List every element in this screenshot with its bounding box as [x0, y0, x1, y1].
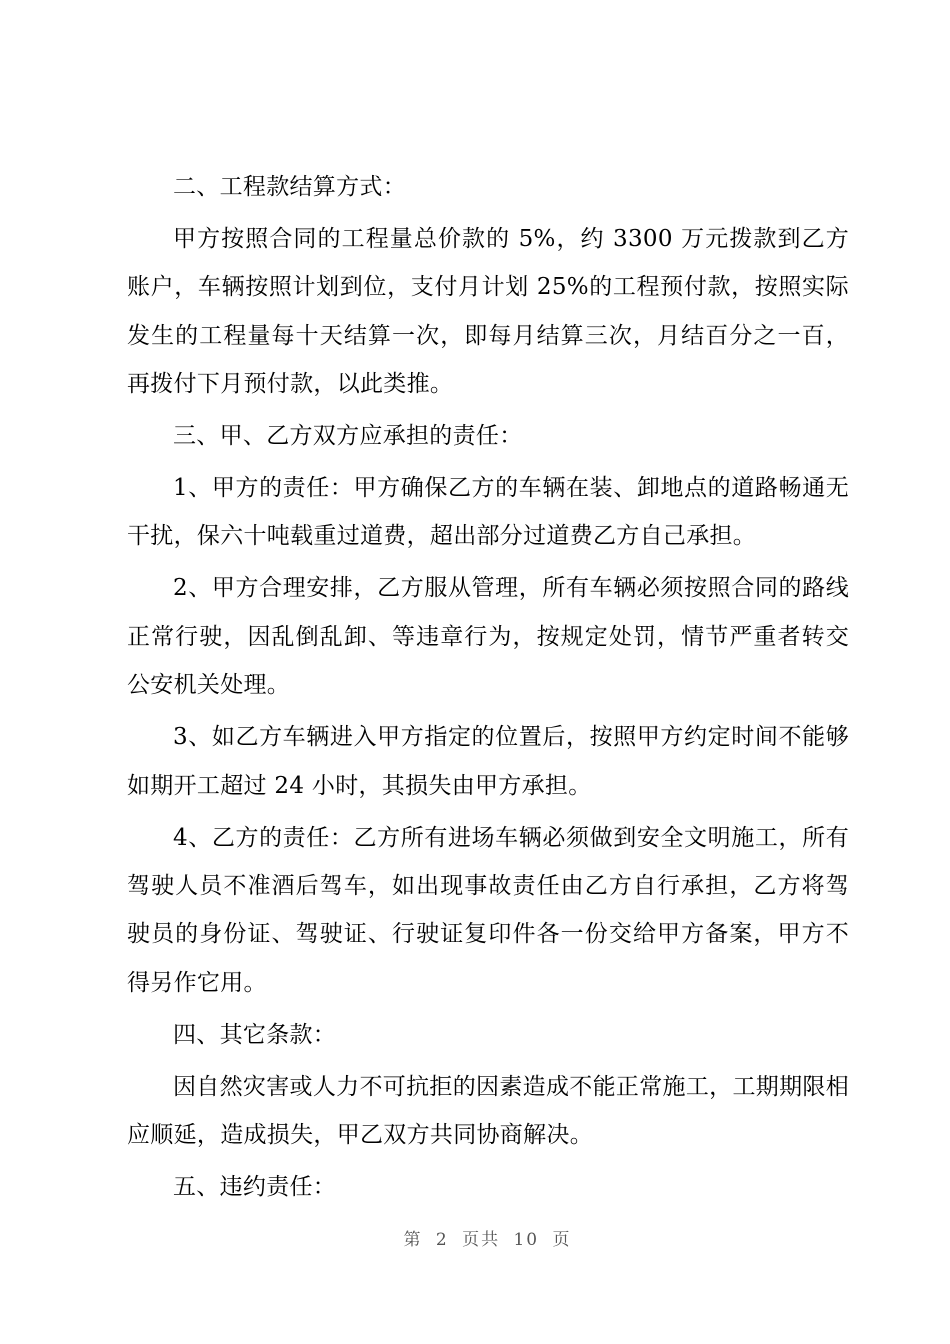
section-heading-responsibilities: 三、甲、乙方双方应承担的责任：	[173, 423, 523, 450]
page-number-footer: 第 2 页共 10 页	[403, 1230, 572, 1250]
paragraph-party-b-responsibility: 4、乙方的责任：乙方所有进场车辆必须做到安全文明施工，所有驾驶人员不准酒后驾车，如出现事故责任由乙方自行承担，乙方将驾驶员的身份证、驾驶证、行驶证复印件各一份交给甲方备案，甲方不得另作它用。	[127, 824, 849, 996]
section-heading-breach: 五、违约责任：	[173, 1174, 337, 1201]
paragraph-clause-3: 3、如乙方车辆进入甲方指定的位置后，按照甲方约定时间不能够如期开工超过 24 小时，其损失由甲方承担。	[127, 724, 849, 799]
section-heading-settlement: 二、工程款结算方式：	[173, 174, 406, 200]
paragraph-force-majeure: 因自然灾害或人力不可抗拒的因素造成不能正常施工，工期期限相应顺延，造成损失，甲乙双方共同协商解决。	[127, 1073, 849, 1149]
paragraph-settlement-details: 甲方按照合同的工程量总价款的 5%，约 3300 万元拨款到乙方账户，车辆按照计划到位，支付月计划 25%的工程预付款，按照实际发生的工程量每十天结算一次，即每月结算三次，月结百分之一百，再拨付下月预付款，以此类推。	[127, 225, 849, 398]
paragraph-clause-2: 2、甲方合理安排，乙方服从管理，所有车辆必须按照合同的路线正常行驶，因乱倒乱卸、等违章行为，按规定处罚，情节严重者转交公安机关处理。	[127, 575, 849, 699]
section-heading-other-terms: 四、其它条款：	[173, 1021, 337, 1048]
paragraph-party-a-responsibility: 1、甲方的责任：甲方确保乙方的车辆在装、卸地点的道路畅通无干扰，保六十吨载重过道费，超出部分过道费乙方自己承担。	[127, 475, 849, 550]
document-body	[127, 163, 849, 1215]
